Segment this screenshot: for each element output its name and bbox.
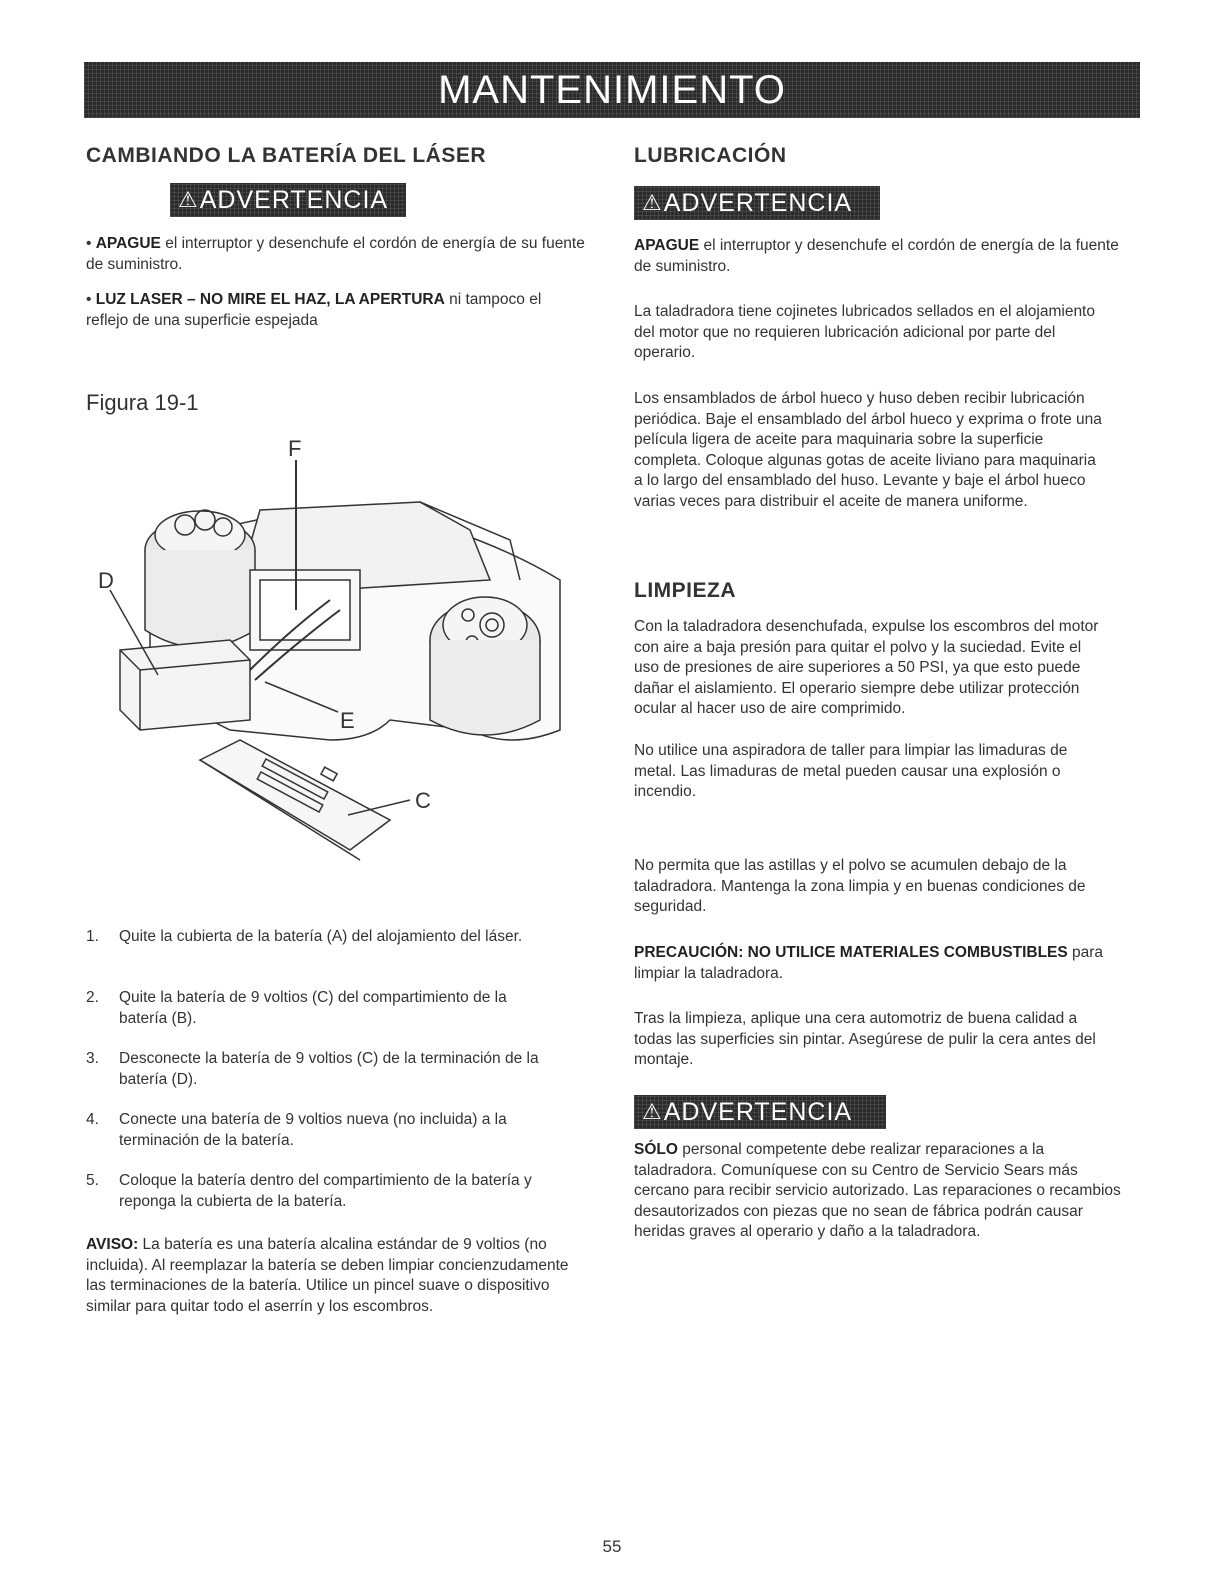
cleaning-paragraph: Tras la limpieza, aplique una cera automotriz de buena calidad a todas las superficies sin pintar. Asegúrese de pulir la cera antes del montaje. <box>634 1010 1096 1068</box>
lubrication-paragraph: La taladradora tiene cojinetes lubricados sellados en el alojamiento del motor que no requieren lubricación adicional por parte del operario. <box>634 303 1095 361</box>
warning-banner-repair <box>634 1095 886 1129</box>
warning-banner-lubrication <box>634 186 880 220</box>
bullet-item: • LUZ LASER – NO MIRE EL HAZ, LA APERTURA ni tampoco el reflejo de una superficie espejada <box>86 291 542 329</box>
cleaning-paragraph: No utilice una aspiradora de taller para limpiar las limaduras de metal. Las limaduras de metal pueden causar una explosión o incendio. <box>634 742 1068 800</box>
page-title: MANTENIMIENTO <box>438 67 786 112</box>
figure-label-e: E <box>340 708 355 733</box>
list-item: 3. Desconecte la batería de 9 voltios (C) de la terminación de la batería (D). <box>86 1050 539 1088</box>
cleaning-heading: LIMPIEZA <box>634 579 736 602</box>
bullet-item: • APAGUE el interruptor y desenchufe el cordón de energía de su fuente de suministro. <box>86 235 585 273</box>
notice-paragraph: AVISO: La batería es una batería alcalina estándar de 9 voltios (no incluida). Al reemplazar la batería se deben limpiar concienzudamente las terminaciones de la batería. Utilice un pincel suave o dispositivo similar para quitar todo el aserrín y los escombros. <box>86 1236 569 1315</box>
warning-triangle-icon: ⚠ <box>178 187 198 212</box>
warning-triangle-icon: ⚠ <box>642 190 662 215</box>
warning-label: ADVERTENCIA <box>199 185 389 214</box>
lubrication-heading: LUBRICACIÓN <box>634 144 787 167</box>
list-item: 1. Quite la cubierta de la batería (A) del alojamiento del láser. <box>86 928 523 945</box>
list-item: 4. Conecte una batería de 9 voltios nueva (no incluida) a la terminación de la batería. <box>86 1111 507 1149</box>
figure-label-d: D <box>98 568 114 593</box>
caution-paragraph: PRECAUCIÓN: NO UTILICE MATERIALES COMBUSTIBLES para limpiar la taladradora. <box>634 944 1104 982</box>
repair-warning-text: SÓLO personal competente debe realizar reparaciones a la taladradora. Comuníquese con su Centro de Servicio Sears más cercano para recibir servicio autorizado. Las reparaciones o recambios desautorizados con piezas que no sean de fábrica podrán causar heridas graves al operario y daño a la taladradora. <box>634 1141 1121 1240</box>
page-number: 55 <box>602 1537 622 1556</box>
warning-label: ADVERTENCIA <box>663 188 853 217</box>
list-item: 5. Coloque la batería dentro del compartimiento de la batería y reponga la cubierta de la batería. <box>86 1172 532 1210</box>
cleaning-paragraph: No permita que las astillas y el polvo se acumulen debajo de la taladradora. Mantenga la zona limpia y en buenas condiciones de seguridad. <box>634 857 1086 915</box>
list-item: 2. Quite la batería de 9 voltios (C) del compartimiento de la batería (B). <box>86 989 507 1027</box>
warning-banner-laser <box>170 183 406 217</box>
warning-triangle-icon: ⚠ <box>642 1099 662 1124</box>
cleaning-paragraph: Con la taladradora desenchufada, expulse los escombros del motor con aire a baja presión para quitar el polvo y la suciedad. Evite el uso de presiones de aire superiores a 50 PSI, ya que esto puede dañar el aislamiento. El operario siempre debe utilizar protección ocular al hacer uso de aire comprimido. <box>634 618 1099 717</box>
lubrication-warning-text: APAGUE el interruptor y desenchufe el cordón de energía de la fuente de suministro. <box>634 237 1119 275</box>
section-banner <box>84 62 1140 118</box>
figure-label-c: C <box>415 788 431 813</box>
figure-label-f: F <box>288 436 302 461</box>
figure-caption: Figura 19-1 <box>86 390 199 415</box>
battery-figure <box>90 430 570 890</box>
warning-label: ADVERTENCIA <box>663 1097 853 1126</box>
laser-battery-heading: CAMBIANDO LA BATERÍA DEL LÁSER <box>86 144 486 167</box>
lubrication-paragraph: Los ensamblados de árbol hueco y huso deben recibir lubricación periódica. Baje el ensamblado del árbol hueco y exprima o frote una película ligera de aceite para maquinaria sobre la superficie completa. Coloque algunas gotas de aceite liviano para maquinaria a lo largo del ensamblado del huso. Levante y baje el árbol hueco varias veces para distribuir el aceite de manera uniforme. <box>634 390 1102 510</box>
